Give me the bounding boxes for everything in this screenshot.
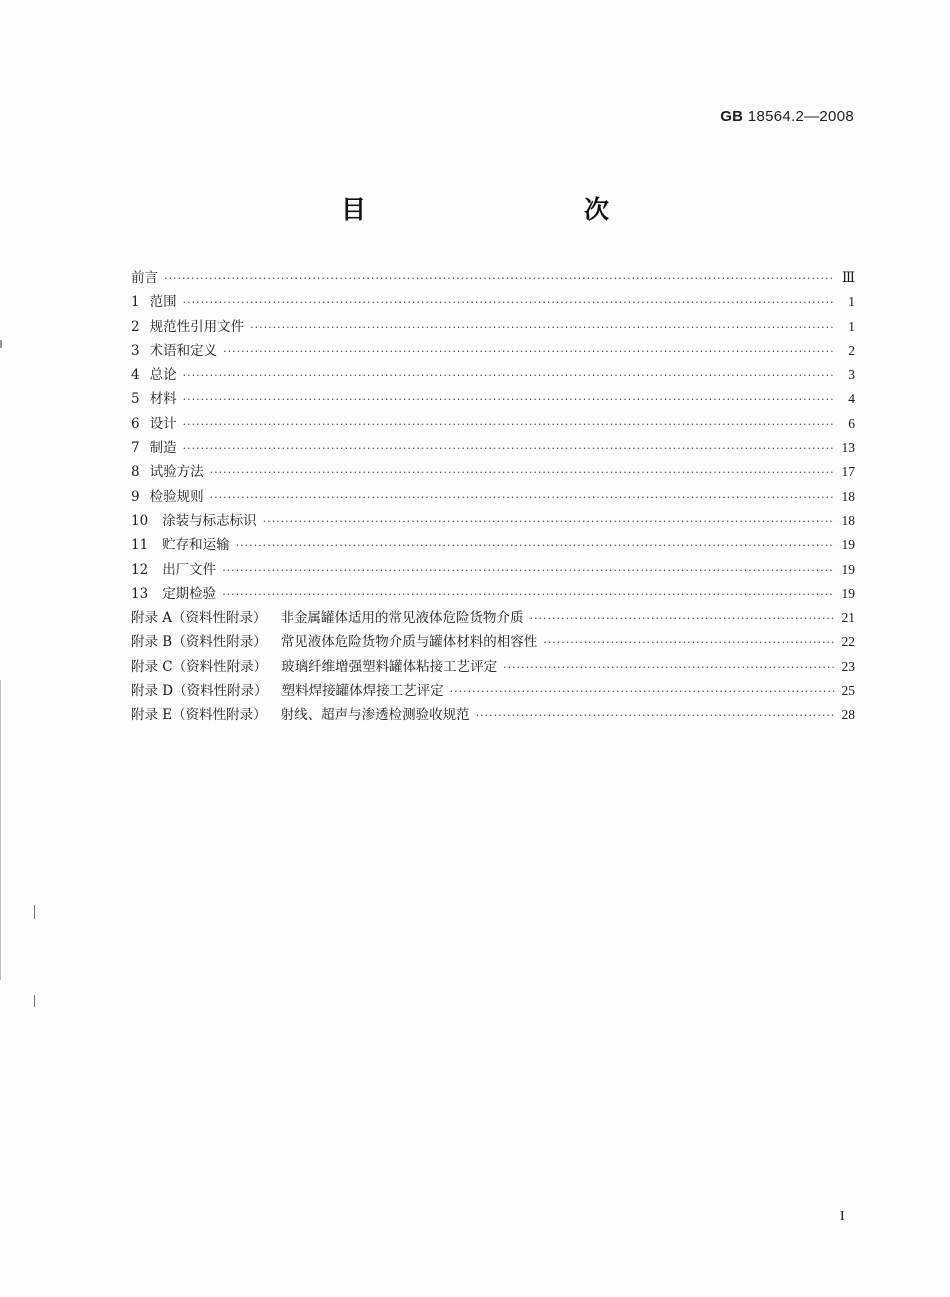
toc-appendix-number: 附录 D（资料性附录） — [131, 683, 268, 700]
toc-page-number: 28 — [841, 707, 855, 723]
toc-entry-label — [131, 655, 503, 679]
toc-leader-dots — [183, 413, 835, 437]
toc-page-number: 21 — [841, 610, 855, 626]
toc-entry — [131, 290, 855, 314]
toc-section-title: 材料 — [149, 391, 177, 408]
toc-entry — [131, 387, 855, 411]
toc-page-number: 13 — [841, 440, 855, 456]
toc-entry-label — [131, 266, 164, 290]
page-number: I — [840, 1209, 845, 1224]
toc-section-number: 1 — [131, 294, 140, 311]
toc-section-number: 7 — [131, 440, 140, 457]
toc-page-number: 25 — [841, 683, 855, 699]
scan-artifact — [34, 995, 35, 1007]
standard-number: 18564.2—2008 — [747, 108, 854, 125]
toc-leader-dots — [476, 704, 835, 728]
toc-leader-dots — [263, 510, 835, 534]
toc-leader-dots — [183, 364, 835, 388]
toc-entry — [131, 533, 855, 557]
toc-entry-label — [131, 315, 250, 339]
toc-page-number: 3 — [848, 367, 855, 383]
toc-leader-dots — [164, 267, 835, 291]
toc-entry — [131, 679, 855, 703]
toc-section-title: 定期检验 — [162, 585, 217, 602]
toc-entry-label — [131, 533, 236, 557]
toc-entry — [131, 558, 855, 582]
toc-section-number: 6 — [131, 415, 140, 432]
toc-entry — [131, 412, 855, 436]
toc-entry-label — [131, 412, 183, 436]
toc-appendix-number: 附录 C（资料性附录） — [131, 658, 268, 675]
toc-section-title: 总论 — [149, 367, 177, 384]
toc-page-number: 19 — [841, 585, 855, 601]
toc-appendix-number: 附录 E（资料性附录） — [131, 707, 267, 724]
toc-section-title: 前言 — [131, 270, 158, 286]
toc-section-title: 规范性引用文件 — [149, 318, 245, 335]
toc-leader-dots — [543, 631, 835, 655]
toc-entry-label — [131, 460, 210, 484]
toc-page-number: 23 — [841, 658, 855, 674]
toc-leader-dots — [222, 583, 835, 607]
table-of-contents — [131, 266, 855, 728]
toc-leader-dots — [183, 291, 835, 315]
toc-section-number: 8 — [131, 464, 140, 481]
toc-entry-label — [131, 558, 222, 582]
toc-entry-label — [131, 630, 543, 654]
toc-leader-dots — [222, 559, 835, 583]
toc-section-number: 5 — [131, 391, 140, 408]
toc-entry-label — [131, 339, 223, 363]
toc-section-number: 4 — [131, 367, 140, 384]
toc-entry-label — [131, 509, 263, 533]
toc-leader-dots — [250, 316, 835, 340]
toc-entry — [131, 315, 855, 339]
toc-entry — [131, 630, 855, 654]
toc-section-title: 试验方法 — [149, 464, 204, 481]
toc-section-title: 玻璃纤维增强塑料罐体粘接工艺评定 — [281, 658, 498, 675]
toc-leader-dots — [210, 486, 835, 510]
toc-entry — [131, 582, 855, 606]
toc-entry — [131, 460, 855, 484]
toc-leader-dots — [530, 607, 835, 631]
toc-entry — [131, 509, 855, 533]
toc-entry-label — [131, 606, 530, 630]
toc-page-number: 2 — [848, 342, 855, 358]
toc-section-title: 非金属罐体适用的常见液体危险货物介质 — [280, 610, 524, 627]
toc-entry — [131, 703, 855, 727]
toc-page-number: 18 — [841, 512, 855, 528]
toc-entry — [131, 655, 855, 679]
toc-section-title: 塑料焊接罐体焊接工艺评定 — [281, 683, 444, 700]
toc-entry-label — [131, 387, 183, 411]
toc-section-title: 贮存和运输 — [162, 537, 230, 554]
standard-code — [720, 108, 854, 125]
toc-page-number: 4 — [848, 391, 855, 407]
toc-section-number: 9 — [131, 488, 140, 505]
toc-entry-label — [131, 679, 450, 703]
toc-entry — [131, 606, 855, 630]
toc-entry-label — [131, 290, 183, 314]
toc-page-number: 6 — [848, 415, 855, 431]
toc-section-title: 制造 — [149, 440, 177, 457]
standard-prefix: GB — [720, 108, 744, 125]
toc-leader-dots — [223, 340, 835, 364]
toc-page-number: 22 — [841, 634, 855, 650]
toc-title: 目 次 — [340, 195, 665, 224]
toc-entry-label — [131, 436, 183, 460]
toc-section-title: 检验规则 — [149, 488, 204, 505]
toc-section-title: 常见液体危险货物介质与罐体材料的相容性 — [280, 634, 538, 651]
toc-section-title: 设计 — [149, 415, 177, 432]
toc-entry — [131, 436, 855, 460]
toc-page-number: Ⅲ — [841, 270, 855, 285]
toc-section-number: 11 — [131, 537, 149, 554]
toc-section-number: 3 — [131, 342, 140, 359]
toc-section-title: 术语和定义 — [149, 342, 218, 359]
toc-leader-dots — [450, 680, 835, 704]
toc-entry — [131, 485, 855, 509]
toc-section-title: 射线、超声与渗透检测验收规范 — [280, 707, 470, 724]
toc-section-number: 12 — [131, 561, 149, 578]
scan-artifact — [34, 905, 35, 919]
toc-leader-dots — [183, 437, 835, 461]
toc-section-title: 范围 — [149, 294, 177, 311]
toc-entry-label — [131, 582, 222, 606]
toc-entry-label — [131, 363, 183, 387]
toc-section-number: 10 — [131, 512, 149, 529]
toc-leader-dots — [210, 461, 835, 485]
toc-entry-label — [131, 703, 476, 727]
toc-appendix-number: 附录 A（资料性附录） — [131, 610, 267, 627]
toc-section-number: 2 — [131, 318, 140, 335]
toc-page-number: 18 — [841, 488, 855, 504]
toc-leader-dots — [503, 656, 835, 680]
toc-leader-dots — [236, 534, 835, 558]
toc-appendix-number: 附录 B（资料性附录） — [131, 634, 267, 651]
toc-page-number: 19 — [841, 561, 855, 577]
toc-entry-label — [131, 485, 210, 509]
toc-section-title: 出厂文件 — [162, 561, 217, 578]
scan-artifact — [0, 340, 2, 348]
scan-artifact — [0, 680, 1, 980]
toc-entry — [131, 363, 855, 387]
toc-entry — [131, 339, 855, 363]
toc-leader-dots — [183, 388, 835, 412]
toc-page-number: 19 — [841, 537, 855, 553]
toc-section-title: 涂装与标志标识 — [162, 512, 257, 529]
toc-entry — [131, 266, 855, 290]
toc-section-number: 13 — [131, 585, 149, 602]
toc-page-number: 1 — [848, 318, 855, 334]
toc-page-number: 1 — [848, 294, 855, 310]
toc-page-number: 17 — [841, 464, 855, 480]
